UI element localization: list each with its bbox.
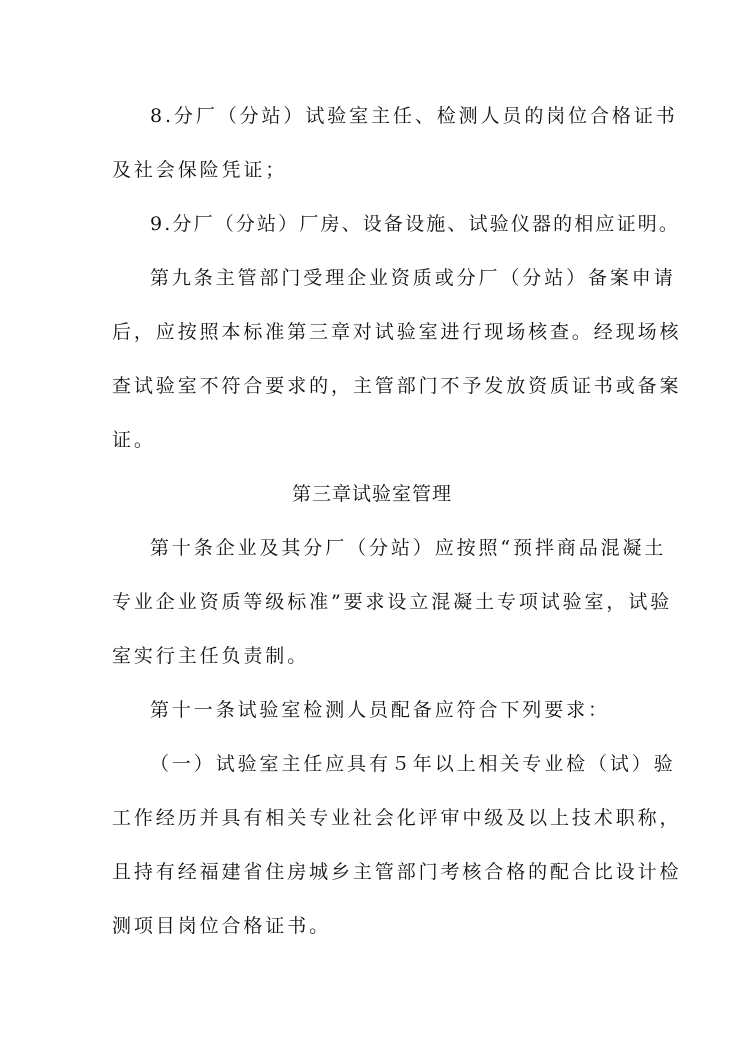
paragraph-line: 第十条企业及其分厂（分站）应按照“预拌商品混凝土 xyxy=(150,537,667,559)
paragraph-line: 专业企业资质等级标准”要求设立混凝土专项试验室，试验 xyxy=(112,591,673,613)
paragraph-line: 9.分厂（分站）厂房、设备设施、试验仪器的相应证明。 xyxy=(150,213,681,235)
paragraph-line: 8.分厂（分站）试验室主任、检测人员的岗位合格证书 xyxy=(150,105,678,127)
paragraph-line: 第十一条试验室检测人员配备应符合下列要求： xyxy=(150,699,610,721)
paragraph-line: 室实行主任负责制。 xyxy=(112,645,310,667)
paragraph-line: 查试验室不符合要求的，主管部门不予发放资质证书或备案 xyxy=(112,375,682,397)
paragraph-line: （一）试验室主任应具有５年以上相关专业检（试）验 xyxy=(150,753,676,775)
chapter-heading: 第三章试验室管理 xyxy=(291,483,452,505)
paragraph-line: 证。 xyxy=(112,429,156,451)
paragraph-line: 后，应按照本标准第三章对试验室进行现场核查。经现场核 xyxy=(112,321,682,343)
paragraph-line: 且持有经福建省住房城乡主管部门考核合格的配合比设计检 xyxy=(112,861,682,883)
paragraph-line: 及社会保险凭证； xyxy=(112,159,288,181)
paragraph-line: 测项目岗位合格证书。 xyxy=(112,915,332,937)
paragraph-line: 第九条主管部门受理企业资质或分厂（分站）备案申请 xyxy=(150,267,676,289)
paragraph-line: 工作经历并具有相关专业社会化评审中级及以上技术职称， xyxy=(112,807,682,829)
